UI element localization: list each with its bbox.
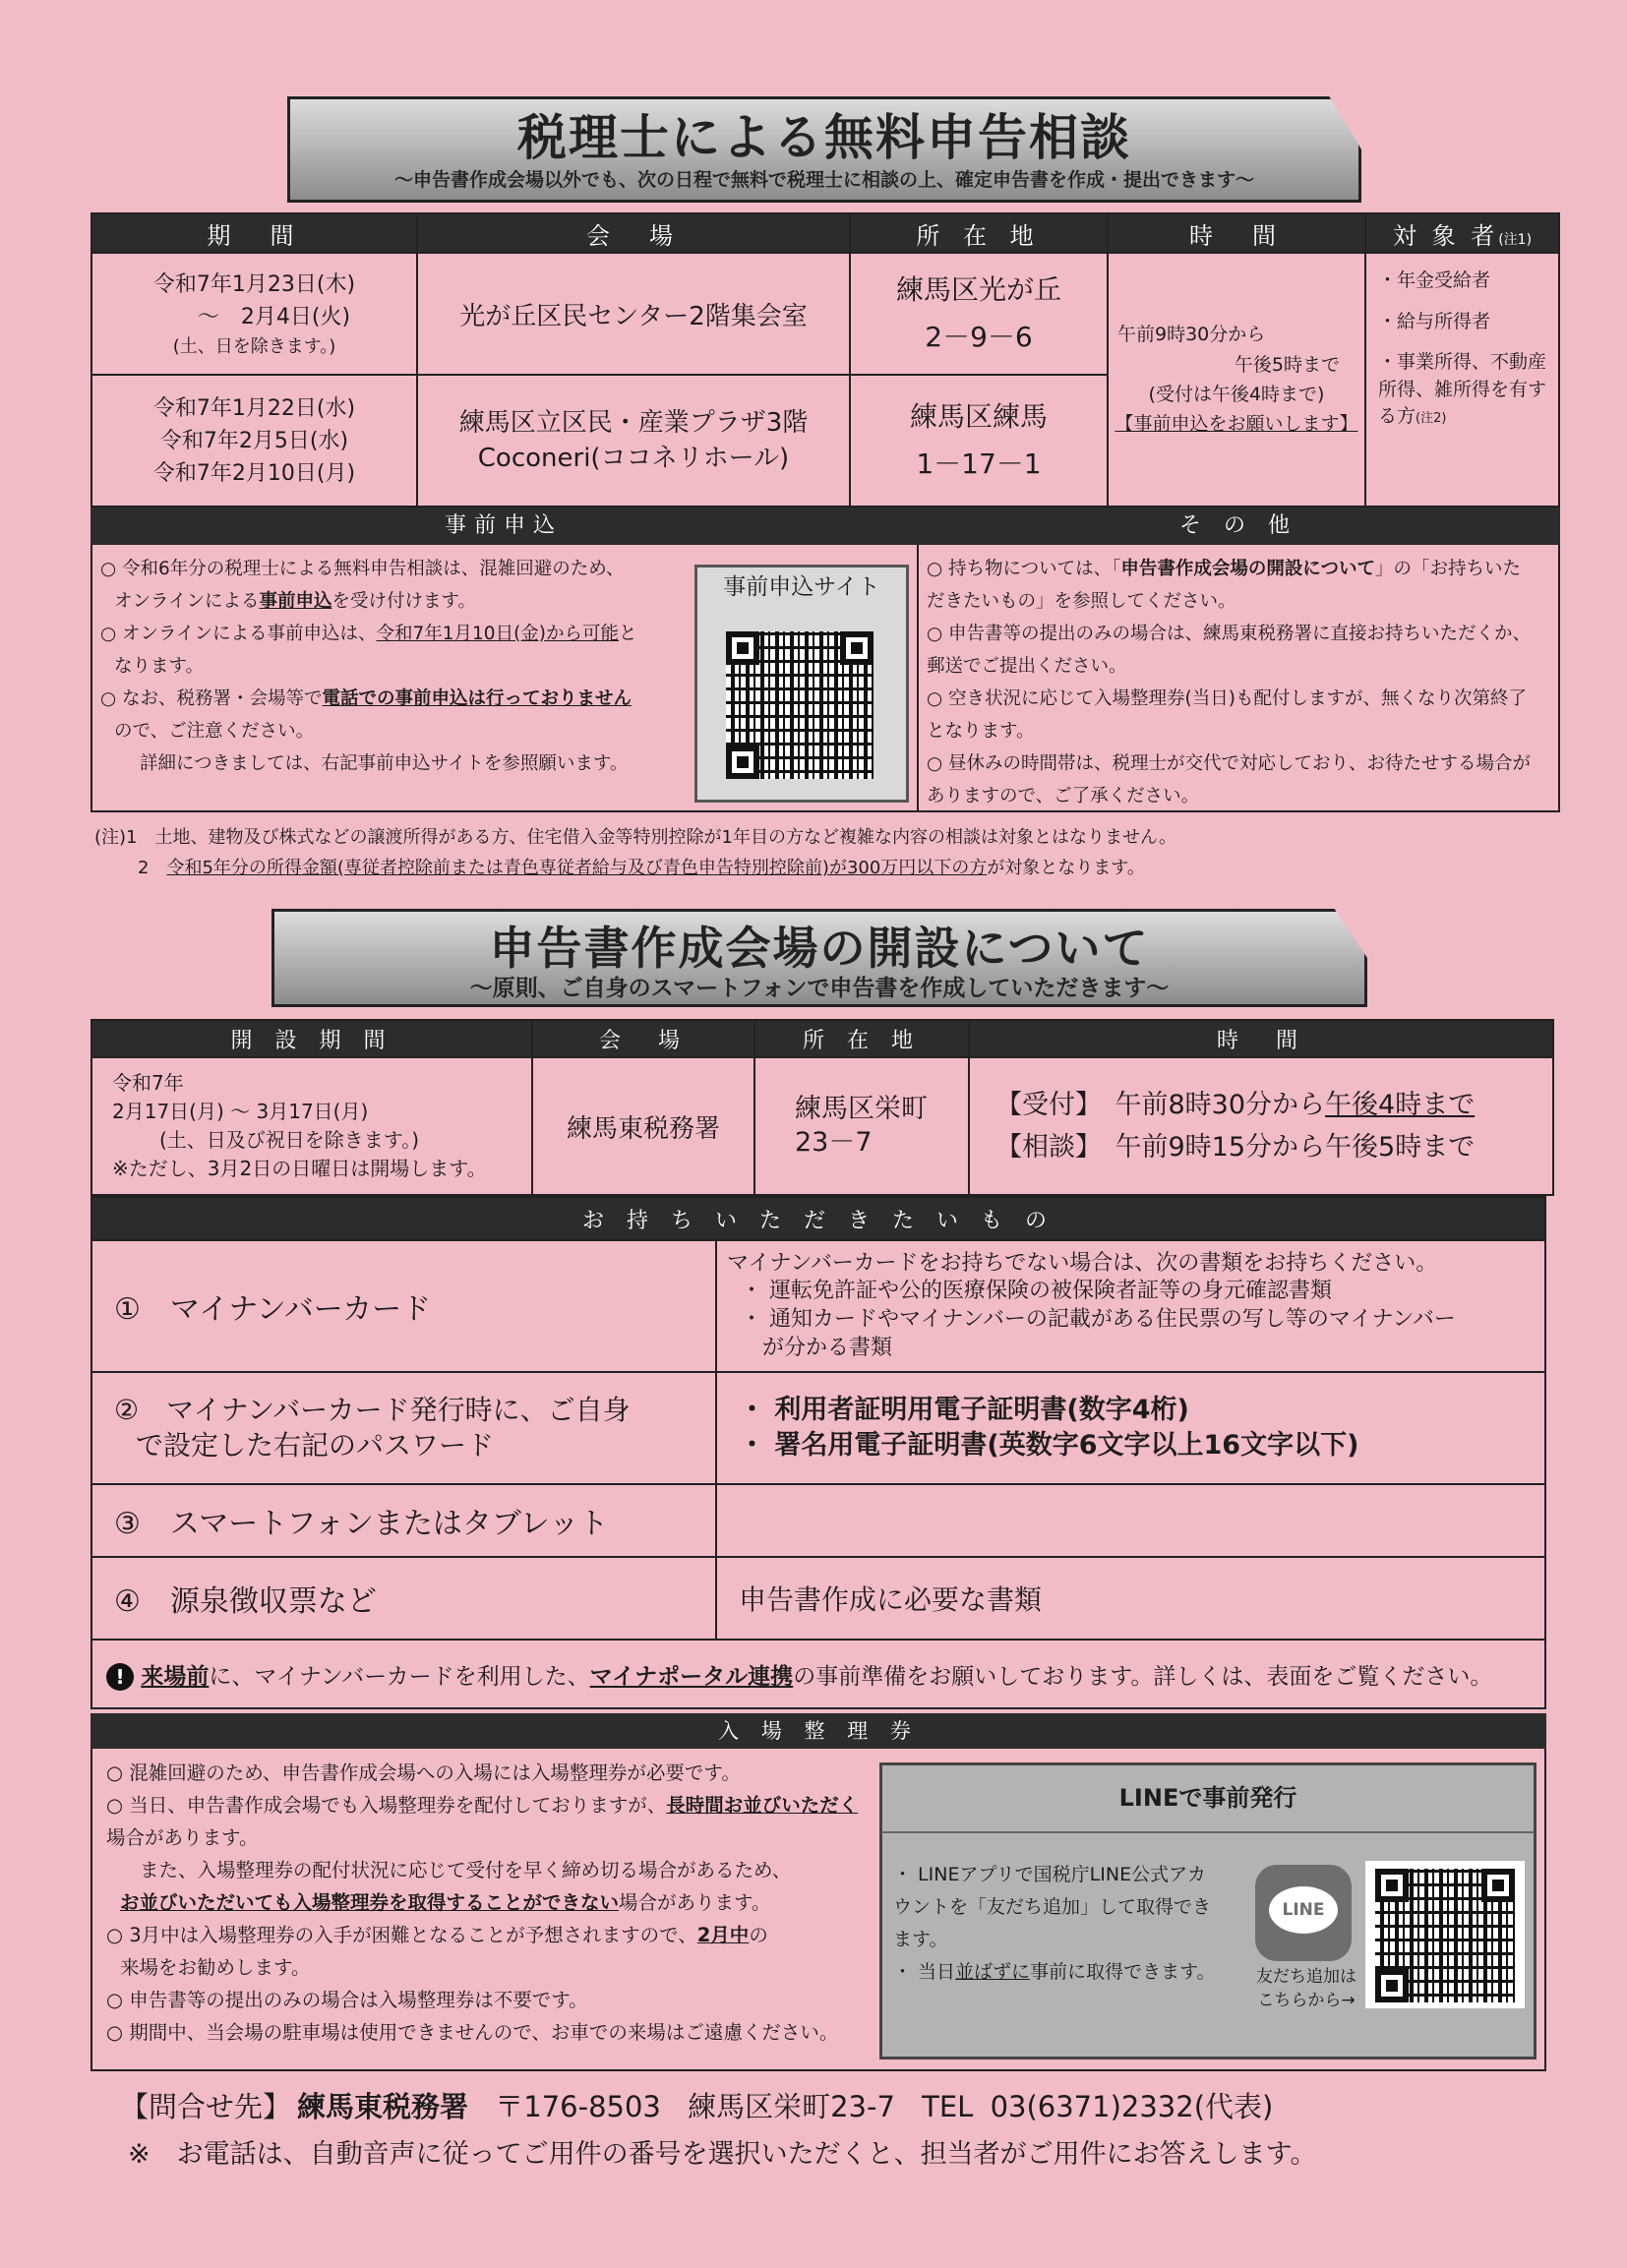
bring-header: お 持 ち い た だ き た い も の [91, 1197, 1545, 1240]
header-venue: 会 場 [417, 213, 850, 253]
divider [917, 545, 919, 812]
other-header: そ の 他 [917, 507, 1560, 545]
footer-note: ※ お電話は、自動音声に従ってご用件の番号を選択いただくと、担当者がご用件にお答えします。 [128, 2139, 1317, 2170]
header-period: 期 間 [91, 213, 417, 253]
footer-contact: 【問合せ先】 練馬東税務署 〒176-8503 練馬区栄町23-7 TEL 03(6371)2332(代表) [120, 2090, 1274, 2123]
line-add-text: 友だち追加は こちらから→ [1256, 1967, 1356, 2010]
line-qr-code[interactable] [1375, 1869, 1515, 2002]
venue-schedule-table [90, 1019, 1554, 1196]
s2-period: 令和7年 2月17日(月) ～ 3月17日(月) (土、日及び祝日を除きます。) ※ただし、3月2日の日曜日は開場します。 [91, 1057, 532, 1195]
section1-subtitle: ～申告書作成会場以外でも、次の日程で無料で税理士に相談の上、確定申告書を作成・提出できます～ [393, 169, 1254, 191]
section1-notes: (注)1 土地、建物及び株式などの譲渡所得がある方、住宅借入金等特別控除が1年目の方など複雑な内容の相談は対象とはなりません。 2 令和5年分の所得金額(専従者控除前または青色専従者給与及び青色申告特別控除前)が300万円以下の方が対象となります。 [94, 827, 1177, 878]
line-logo-icon[interactable]: LINE [1255, 1865, 1352, 1961]
s2-venue: 練馬東税務署 [532, 1057, 754, 1195]
line-box-text: ・ LINEアプリで国税庁LINE公式アカウントを「友だち追加」して取得できます。 ・ 当日並ばずに事前に取得できます。 [893, 1864, 1216, 1983]
bring-item-2-detail: ・ 利用者証明用電子証明書(数字4桁) ・ 署名用電子証明書(英数字6文字以上16文字以下) [716, 1372, 1545, 1484]
bring-item-3: ③ スマートフォンまたはタブレット [91, 1484, 716, 1557]
bring-item-1-detail: マイナンバーカードをお持ちでない場合は、次の書類をお持ちください。 ・ 運転免許証や公的医療保険の被保険者証等の身元確認書類 ・ 通知カードやマイナンバーの記載がある住民票の写し等のマイナンバー が分かる書類 [716, 1240, 1545, 1372]
bring-item-3-detail [716, 1484, 1545, 1557]
line-box-divider [881, 1831, 1535, 1833]
pre-site-qr-code[interactable] [726, 631, 874, 779]
ticket-header: 入 場 整 理 券 [90, 1713, 1546, 1749]
section1-title: 税理士による無料申告相談 [517, 109, 1131, 166]
bring-item-4-detail: 申告書作成に必要な書類 [716, 1557, 1545, 1640]
s2-header-venue: 会 場 [532, 1020, 754, 1057]
header-target: 対 象 者(注1) [1365, 213, 1559, 253]
row2-period: 令和7年1月22日(水) 令和7年2月5日(水) 令和7年2月10日(月) [91, 375, 417, 507]
header-location: 所 在 地 [850, 213, 1108, 253]
section2-subtitle: ～原則、ご自身のスマートフォンで申告書を作成していただきます～ [469, 976, 1170, 1001]
s2-time: 【受付】 午前8時30分から午後4時まで 【相談】 午前9時15分から午後5時まで [969, 1057, 1553, 1195]
consult-schedule-table [90, 212, 1560, 507]
other-text: ○ 持ち物については、「申告書作成会場の開設について」の「お持ちいただきたいもの」を参照してください。 ○ 申告書等の提出のみの場合は、練馬東税務署に直接お持ちいただくか、郵送でご提出ください。 ○ 空き状況に応じて入場整理券(当日)も配付しますが、無くなり次第終了となります。 ○ 昼休みの時間帯は、税理士が交代で対応しており、お待たせする場合がありますので、ご了承ください。 [927, 559, 1532, 806]
bring-item-2: ② マイナンバーカード発行時に、ご自身 で設定した右記のパスワード [91, 1372, 716, 1484]
bring-item-1: ① マイナンバーカード [91, 1240, 716, 1372]
s2-location: 練馬区栄町 23－7 [754, 1057, 969, 1195]
warning-row: ! 来場前に、マイナンバーカードを利用した、マイナポータル連携の事前準備をお願いしております。詳しくは、表面をご覧ください。 [91, 1640, 1545, 1708]
bring-item-4: ④ 源泉徴収票など [91, 1557, 716, 1640]
pre-header: 事前申込 [90, 507, 917, 545]
consult-time: 午前9時30分から 午後5時まで (受付は午後4時まで) 【事前申込をお願いします】 [1108, 253, 1365, 507]
row2-venue: 練馬区立区民・産業プラザ3階 Coconeri(ココネリホール) [417, 375, 850, 507]
pre-text: ○ 令和6年分の税理士による無料申告相談は、混雑回避のため、 オンラインによる事前申込を受け付けます。 ○ オンラインによる事前申込は、令和7年1月10日(金)から可能と なります。 ○ なお、税務署・会場等で電話での事前申込は行っておりません ので、ご注意ください。 詳細につきましては、右記事前申込サイトを参照願います。 [100, 559, 637, 774]
ticket-text: ○ 混雑回避のため、申告書作成会場への入場には入場整理券が必要です。 ○ 当日、申告書作成会場でも入場整理券を配付しておりますが、長時間お並びいただく場合があります。 また、入場整理券の配付状況に応じて受付を早く締め切る場合があるため、 お並びいただいても入場整理券を取得することができない場合があります。 ○ 3月中は入場整理券の入手が困難となることが予想されますので、2月中の 来場をお勧めします。 ○ 申告書等の提出のみの場合は入場整理券は不要です。 ○ 期間中、当会場の駐車場は使用できませんので、お車での来場はご遠慮ください。 [106, 1761, 859, 2044]
pre-site-label: 事前申込サイト [723, 574, 880, 600]
row1-period: 令和7年1月23日(木) ～ 2月4日(火) (土、日を除きます。) [91, 253, 417, 375]
row1-location: 練馬区光が丘 2－9－6 [850, 253, 1108, 375]
warning-icon: ! [106, 1663, 134, 1691]
row1-venue: 光が丘区民センター2階集会室 [417, 253, 850, 375]
s2-header-location: 所 在 地 [754, 1020, 969, 1057]
header-time: 時 間 [1108, 213, 1365, 253]
s2-header-period: 開 設 期 間 [91, 1020, 532, 1057]
bring-items-table [90, 1196, 1546, 1709]
s2-header-time: 時 間 [969, 1020, 1553, 1057]
row2-location: 練馬区練馬 1－17－1 [850, 375, 1108, 507]
target-list: ・年金受給者 ・給与所得者 ・事業所得、不動産所得、雑所得を有する方(注2) [1365, 253, 1559, 507]
section2-title: 申告書作成会場の開設について [489, 922, 1150, 975]
line-box-title: LINEで事前発行 [1118, 1784, 1297, 1812]
